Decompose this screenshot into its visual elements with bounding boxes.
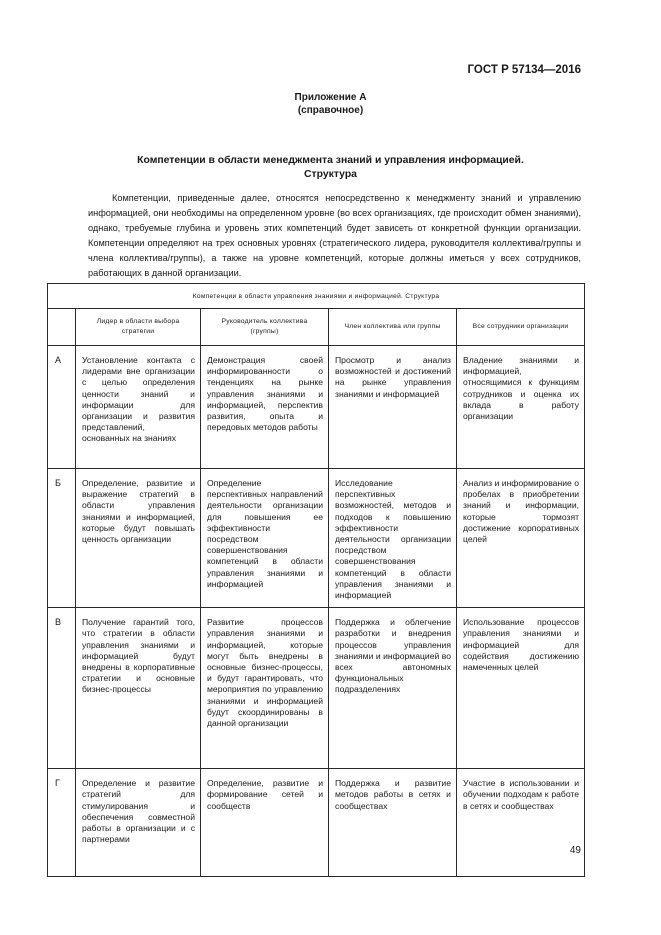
intro-paragraph [88,191,581,280]
header-strategic-leader: Лидер в области выбора стратегии [76,309,201,346]
table-cell: Развитие процессов управления знаниями и информацией, которые могут быть внедрены в основные бизнес-процессы, и будут гарантировать, что мероприятия по управлению знаниями и информацией будут скоординированы в данной организации [201,608,329,769]
table-cell: Исследование перспективных возможностей, методов и подходов к повышению эффективности деятельности организации посредством совершенствования компетенций в области управления знаниями и информацией [329,469,457,608]
document-code: ГОСТ Р 57134—2016 [467,64,581,76]
table-cell: Демонстрация своей информированности о тенденциях на рынке управления знаниями и информацией, перспектив развития, опыта и передовых методов работы [201,346,329,469]
header-team-member: Член коллектива или группы [329,309,457,346]
table-cell: Анализ и информирование о пробелах в приобретении знаний и информации, которые тормозят достижение корпоративных целей [457,469,585,608]
table-cell: Просмотр и анализ возможностей и достижений на рынке управления знаниями и информацией [329,346,457,469]
table-cell: Поддержка и облегчение разработки и внедрения процессов управления знаниями и информацией во всех автономных функциональных подразделениях [329,608,457,769]
appendix-label: Приложение А [294,92,367,103]
header-team-leader: Руководитель коллектива (группы) [201,309,329,346]
table-caption: Компетенции в области управления знаниями и информацией. Структура [48,284,585,309]
header-all-staff: Все сотрудники организации [457,309,585,346]
section-title [0,154,661,182]
intro-text: Компетенции, приведенные далее, относятся непосредственно к менеджменту знаний и управлению информацией, они необходимы на определенном уровне (во всех организациях, где происходит обмен знаниями), однако, требуемые глубина и уровень этих компетенций будет зависеть от конкретной функции организации. Компетенции определяют на трех основных уровнях (стратегического лидера, руководителя коллектива/группы и члена коллектива/группы), а также на уровне компетенций, которые должны иметься у всех сотрудников, работающих в данной организации. [88,193,581,278]
table-cell: Получение гарантий того, что стратегии в области управления знаниями и информацией будут внедрены в корпоративные стратегии и основные бизнес-процессы [76,608,201,769]
section-title-line2: Структура [304,169,357,180]
table-cell: Определение, развитие и формирование сетей и сообществ [201,769,329,877]
table-row [48,608,585,769]
table-row [48,469,585,608]
row-letter: А [48,346,76,469]
table-cell: Использование процессов управления знаниями и информацией для содействия достижению намеченных целей [457,608,585,769]
row-letter: В [48,608,76,769]
table-cell: Определение перспективных направлений деятельности организации для повышения ее эффективности посредством совершенствования компетенций в области управления знаниями и информацией [201,469,329,608]
appendix-type: (справочное) [297,105,364,116]
table-cell: Определение, развитие и выражение стратегий в области управления знаниями и информацией, которые будут повышать ценность организации [76,469,201,608]
competence-table [47,283,585,877]
appendix-heading [0,91,661,117]
table-row [48,346,585,469]
header-blank-cell [48,309,76,346]
page-number: 49 [569,845,581,856]
row-letter: Б [48,469,76,608]
table-row [48,769,585,877]
section-title-line1: Компетенции в области менеджмента знаний и управления информацией. [137,155,524,166]
table-cell: Владение знаниями и информацией, относящимися к функциям сотрудников и оценка их вклада в работу организации [457,346,585,469]
table-cell: Определение и развитие стратегий для стимулирования и обеспечения совместной работы в организации и с партнерами [76,769,201,877]
table-cell: Установление контакта с лидерами вне организации с целью определения ценности знаний и информации для организации и развития представлений, основанных на знаниях [76,346,201,469]
table-cell: Участие в использовании и обучении подходам к работе в сетях и сообществах [457,769,585,877]
table-cell: Поддержка и развитие методов работы в сетях и сообществах [329,769,457,877]
row-letter: Г [48,769,76,877]
